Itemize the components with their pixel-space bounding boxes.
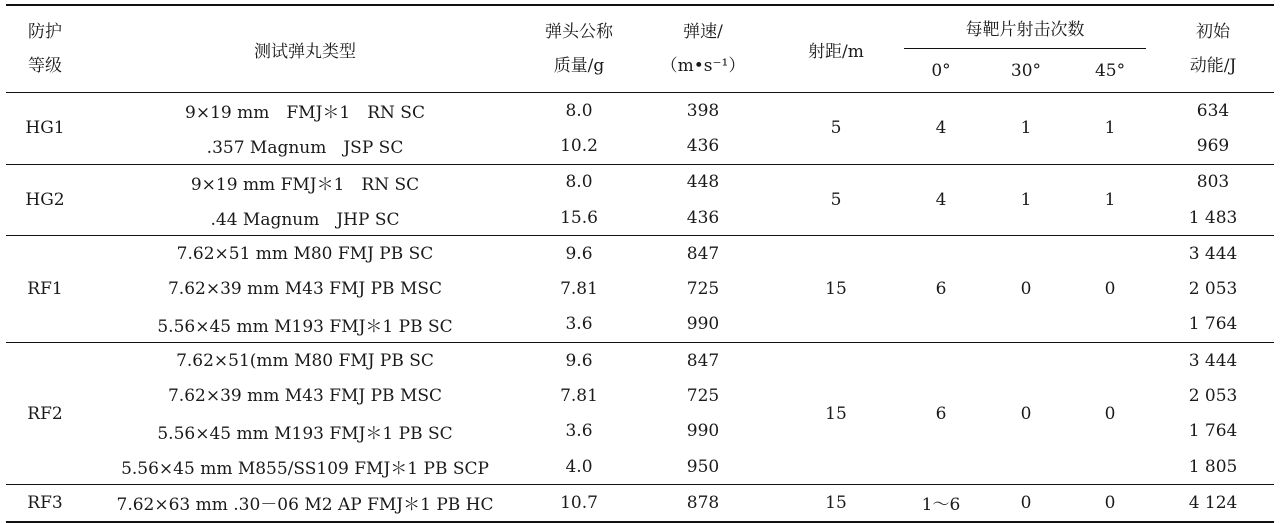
table-row xyxy=(6,343,1274,379)
shots-angle-0: 4 xyxy=(898,93,984,165)
shots-angle-30: 0 xyxy=(984,343,1068,485)
table-row xyxy=(6,164,1274,200)
bullet-mass: 10.7 xyxy=(526,485,632,522)
bullet-velocity: 878 xyxy=(632,485,774,522)
bullet-type: 7.62×39 mm M43 FMJ PB MSC xyxy=(167,279,443,300)
initial-energy: 2 053 xyxy=(1188,279,1238,300)
header-mass xyxy=(526,5,632,93)
bullet-type: 5.56×45 mm M855/SS109 FMJ＊1 PB SCP xyxy=(121,459,489,480)
initial-energy: 3 444 xyxy=(1152,236,1274,272)
initial-energy: 969 xyxy=(1196,135,1230,156)
table-row xyxy=(6,485,1274,522)
shots-angle-30: 0 xyxy=(984,485,1068,522)
shots-angle-45: 0 xyxy=(1068,343,1152,485)
header-level-line2: 等级 xyxy=(28,56,62,76)
table-body xyxy=(6,93,1274,522)
header-range: 射距/m xyxy=(808,41,864,62)
initial-energy: 1 764 xyxy=(1188,421,1238,442)
protection-level: RF3 xyxy=(6,485,84,522)
shots-angle-0: 4 xyxy=(898,164,984,236)
initial-energy: 2 053 xyxy=(1188,386,1238,407)
initial-energy: 803 xyxy=(1152,164,1274,200)
bullet-velocity: 847 xyxy=(632,343,774,379)
bullet-mass: 7.81 xyxy=(560,279,598,300)
bullet-type: 7.62×63 mm .30－06 M2 AP FMJ＊1 PB HC xyxy=(84,485,526,522)
header-energy xyxy=(1152,5,1274,93)
table-row xyxy=(6,236,1274,272)
protection-level: HG1 xyxy=(6,93,84,165)
bullet-velocity: 436 xyxy=(686,135,720,156)
bullet-velocity: 448 xyxy=(632,164,774,200)
initial-energy: 3 444 xyxy=(1152,343,1274,379)
shooting-range: 15 xyxy=(774,485,898,522)
header-energy-line2: 动能/J xyxy=(1189,56,1237,76)
header-angle-0: 0° xyxy=(898,49,984,93)
bullet-type: 7.62×39 mm M43 FMJ PB MSC xyxy=(167,386,443,407)
bullet-mass: 8.0 xyxy=(526,164,632,200)
bullet-velocity: 847 xyxy=(632,236,774,272)
shots-angle-30: 1 xyxy=(984,93,1068,165)
bullet-mass: 9.6 xyxy=(526,343,632,379)
header-level-line1: 防护 xyxy=(28,22,62,42)
shooting-range: 15 xyxy=(774,343,898,485)
initial-energy: 1 805 xyxy=(1188,456,1238,477)
bullet-type: 5.56×45 mm M193 FMJ＊1 PB SC xyxy=(157,423,453,444)
bullet-velocity: 950 xyxy=(686,456,720,477)
shots-angle-0: 6 xyxy=(898,236,984,343)
protection-level: HG2 xyxy=(6,164,84,236)
shots-angle-45: 0 xyxy=(1068,485,1152,522)
bullet-type: 5.56×45 mm M193 FMJ＊1 PB SC xyxy=(157,316,453,337)
bullet-mass: 10.2 xyxy=(560,135,598,156)
table-row xyxy=(6,93,1274,129)
bullet-type: 9×19 mm FMJ＊1 RN SC xyxy=(84,93,526,129)
bullet-mass: 3.6 xyxy=(565,421,593,442)
shots-angle-45: 1 xyxy=(1068,164,1152,236)
bullet-type: .44 Magnum JHP SC xyxy=(210,210,400,231)
header-row xyxy=(6,5,1274,49)
bullet-type: 9×19 mm FMJ＊1 RN SC xyxy=(84,164,526,200)
bullet-mass: 3.6 xyxy=(565,314,593,335)
initial-energy: 1 764 xyxy=(1188,314,1238,335)
bullet-mass: 15.6 xyxy=(560,207,598,228)
bullet-velocity: 990 xyxy=(686,314,720,335)
header-energy-line1: 初始 xyxy=(1196,22,1231,42)
header-shots-group: 每靶片射击次数 xyxy=(898,5,1152,49)
header-angle-30: 30° xyxy=(984,49,1068,93)
bullet-type: .357 Magnum JSP SC xyxy=(206,138,404,159)
shots-angle-0: 6 xyxy=(898,343,984,485)
bullet-type: 7.62×51(mm M80 FMJ PB SC xyxy=(84,343,526,379)
header-velocity-line2: （m•s⁻¹） xyxy=(660,56,746,76)
bullet-velocity: 436 xyxy=(686,207,720,228)
shots-angle-30: 0 xyxy=(984,236,1068,343)
initial-energy: 4 124 xyxy=(1152,485,1274,522)
header-velocity-line1: 弹速/ xyxy=(683,22,723,42)
shooting-range: 15 xyxy=(774,236,898,343)
bullet-mass: 4.0 xyxy=(565,456,593,477)
shots-angle-45: 1 xyxy=(1068,93,1152,165)
protection-level: RF1 xyxy=(6,236,84,343)
bullet-velocity: 725 xyxy=(686,279,720,300)
bullet-type: 7.62×51 mm M80 FMJ PB SC xyxy=(84,236,526,272)
header-velocity xyxy=(632,5,774,93)
shooting-range: 5 xyxy=(774,164,898,236)
initial-energy: 634 xyxy=(1152,93,1274,129)
header-mass-line1: 弹头公称 xyxy=(545,22,613,42)
header-angle-45: 45° xyxy=(1068,49,1152,93)
bullet-mass: 7.81 xyxy=(560,386,598,407)
shots-angle-0: 1～6 xyxy=(898,485,984,522)
header-bullet-type: 测试弹丸类型 xyxy=(254,41,356,62)
bullet-mass: 8.0 xyxy=(526,93,632,129)
initial-energy: 1 483 xyxy=(1188,207,1238,228)
ballistic-protection-table xyxy=(6,4,1274,523)
header-mass-line2: 质量/g xyxy=(553,56,605,76)
bullet-velocity: 725 xyxy=(686,386,720,407)
bullet-mass: 9.6 xyxy=(526,236,632,272)
bullet-velocity: 398 xyxy=(632,93,774,129)
protection-level: RF2 xyxy=(6,343,84,485)
shooting-range: 5 xyxy=(774,93,898,165)
shots-angle-30: 1 xyxy=(984,164,1068,236)
bullet-velocity: 990 xyxy=(686,421,720,442)
header-level xyxy=(6,5,84,93)
shots-angle-45: 0 xyxy=(1068,236,1152,343)
